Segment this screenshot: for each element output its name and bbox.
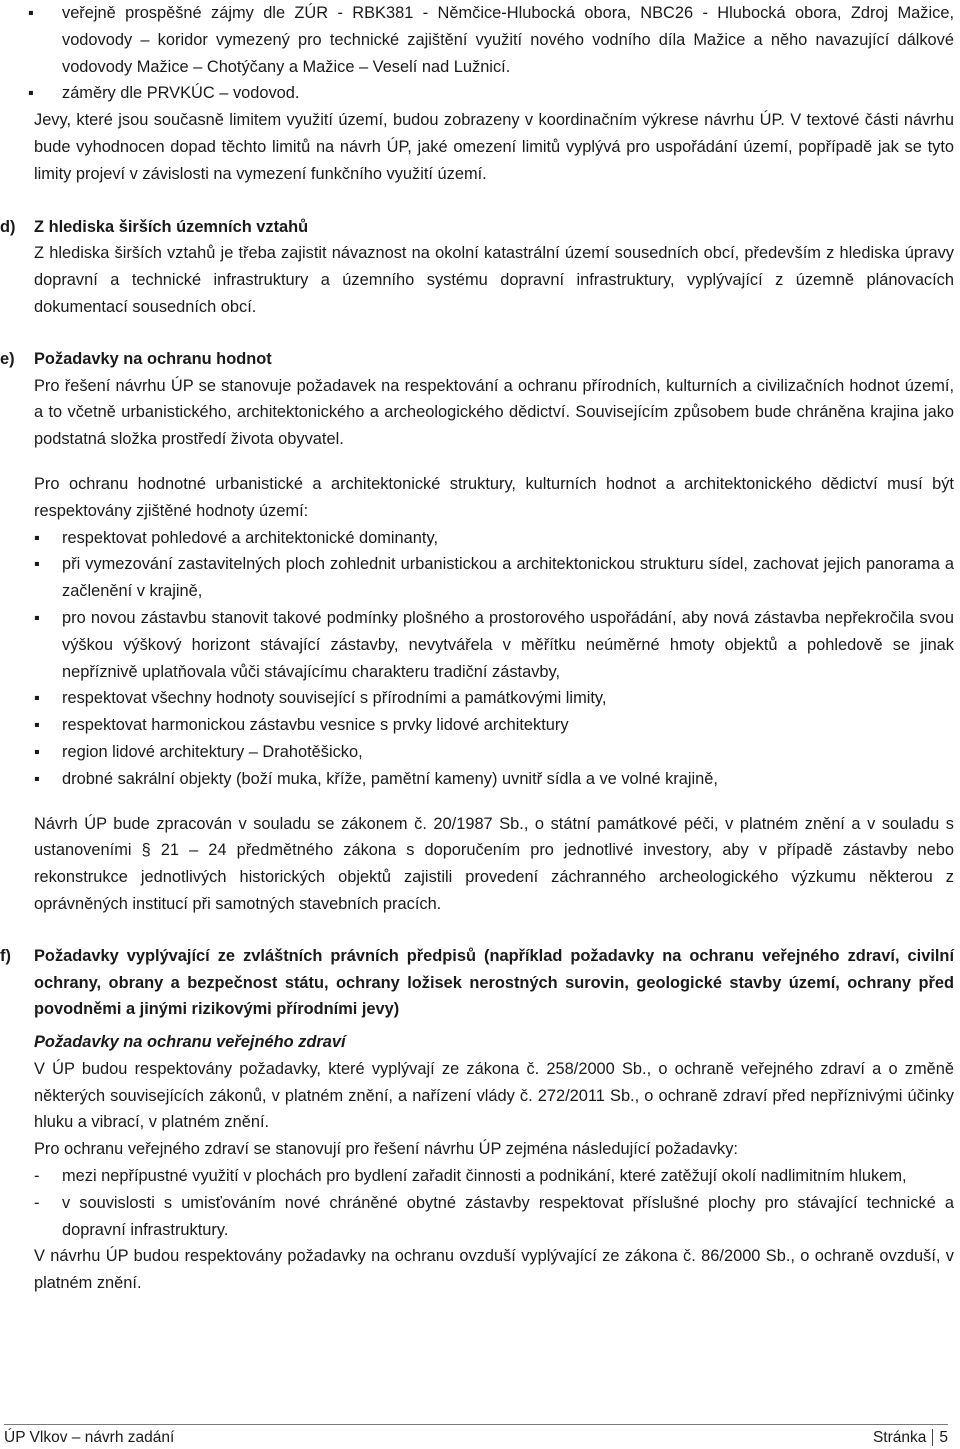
- square-bullet-icon: ▪: [34, 689, 40, 708]
- square-bullet-icon: ▪: [34, 742, 40, 761]
- list-item: [34, 1190, 954, 1244]
- section-title: Z hlediska širších územních vztahů: [34, 217, 309, 236]
- footer-document-title: ÚP Vlkov – návrh zadání: [4, 1429, 175, 1446]
- section-f-text-2: Pro ochranu veřejného zdraví se stanovují pro řešení návrhu ÚP zejména následující požadavky:: [34, 1140, 738, 1159]
- square-bullet-icon: ▪: [34, 555, 40, 574]
- health-requirements-list: [34, 1163, 954, 1243]
- square-bullet-icon: ▪: [34, 716, 40, 735]
- list-item: [34, 739, 954, 766]
- list-item: [28, 80, 954, 107]
- list-item-text: při vymezování zastavitelných ploch zohlednit urbanistickou a architektonickou strukturu sídel, zachovat jejich panorama a začlenění v krajině,: [62, 555, 954, 601]
- footer-page-label: Stránka: [872, 1429, 927, 1446]
- values-list: [34, 525, 954, 793]
- list-item: [34, 685, 954, 712]
- section-e-text-3: Návrh ÚP bude zpracován v souladu se zákonem č. 20/1987 Sb., o státní památkové péči, v platném znění a v souladu s ustanoveními § 21 – 24 předmětného zákona s doporučením pro jednotlivé investory, aby v případě zástavby nebo rekonstrukce jednotlivých historických objektů zajistili provedení záchranného archeologického výzkumu některou z oprávněných institucí při samotných stavebních pracích.: [34, 814, 954, 913]
- list-item: [34, 525, 954, 552]
- list-item: [34, 551, 954, 605]
- list-item: [34, 766, 954, 793]
- dash-bullet-icon: -: [34, 1193, 40, 1212]
- section-e-text-1: Pro řešení návrhu ÚP se stanovuje požadavek na respektování a ochranu přírodních, kulturních a civilizačních hodnot území, a to včetně urbanistického, architektonického a archeologického dědictví. Souvisejícím způsobem bude chráněna krajina jako podstatná složka prostředí života obyvatel.: [34, 376, 954, 449]
- section-letter: e): [0, 349, 15, 368]
- list-item: [34, 1163, 954, 1190]
- section-letter: f): [0, 946, 11, 965]
- section-d-heading: [0, 214, 954, 241]
- section-f-subtitle: Požadavky na ochranu veřejného zdraví: [34, 1033, 346, 1052]
- footer-separator: [932, 1429, 933, 1446]
- square-bullet-icon: ▪: [34, 769, 40, 788]
- list-item-text: drobné sakrální objekty (boží muka, kříže, pamětní kameny) uvnitř sídla a ve volné krajině,: [62, 769, 718, 788]
- square-bullet-icon: ▪: [34, 528, 40, 547]
- top-bullet-list: [28, 0, 954, 107]
- list-item-text: pro novou zástavbu stanovit takové podmínky plošného a prostorového uspořádání, aby nová zástavba nepřekročila svou výškou výškový horizont stávající zástavby, nevytvářela v měřítku neúměrné hmoty objektů a pohledově se jinak nepříznivě uplatňovala vůči stávajícímu charakteru tradiční zástavby,: [62, 608, 954, 681]
- list-item-text: mezi nepřípustné využití v plochách pro bydlení zařadit činnosti a podnikání, které zatěžují okolí nadlimitním hlukem,: [62, 1167, 907, 1186]
- list-item: [28, 0, 954, 80]
- page-footer: [4, 1424, 948, 1449]
- list-item-text: v souvislosti s umisťováním nové chráněné obytné zástavby respektovat příslušné plochy pro stávající technické a dopravní infrastruktury.: [62, 1193, 954, 1239]
- list-item: [34, 605, 954, 685]
- limits-paragraph: Jevy, které jsou současně limitem využití území, budou zobrazeny v koordinačním výkrese návrhu ÚP. V textové části návrhu bude vyhodnocen dopad těchto limitů na návrh ÚP, jaké omezení limitů vyplývá pro uspořádání území, popřípadě jak se tyto limity projeví v závislosti na vymezení funkčního využití území.: [34, 111, 954, 183]
- section-title: Požadavky vyplývající ze zvláštních právních předpisů (například požadavky na ochranu veřejného zdraví, civilní ochrany, obrany a bezpečnost státu, ochrany ložisek nerostných surovin, geologické stavby území, ochrany před povodněmi a jinými rizikovými přírodními jevy): [34, 946, 954, 1019]
- footer-page-number: 5: [939, 1429, 948, 1446]
- section-d-text: Z hlediska širších vztahů je třeba zajistit návaznost na okolní katastrální území sousedních obcí, především z hlediska úpravy dopravní a technické infrastruktury a územního systému dopravní infrastruktury, vyplývající z územně plánovacích dokumentací sousedních obcí.: [34, 244, 954, 316]
- list-item-text: respektovat pohledové a architektonické dominanty,: [62, 528, 438, 547]
- square-bullet-icon: ▪: [28, 84, 34, 103]
- list-item-text: záměry dle PRVKÚC – vodovod.: [62, 84, 300, 103]
- square-bullet-icon: ▪: [28, 4, 34, 22]
- list-item: [34, 712, 954, 739]
- section-f-heading: [0, 943, 954, 1023]
- list-item-text: veřejně prospěšné zájmy dle ZÚR - RBK381 - Němčice-Hlubocká obora, NBC26 - Hlubocká obora, Zdroj Mažice, vodovody – koridor vymezený pro technické zajištění využití nového vodního díla Mažice a něho navazující dálkové vodovody Mažice – Chotýčany a Mažice – Veselí nad Lužnicí.: [62, 4, 954, 76]
- section-e-text-2: Pro ochranu hodnotné urbanistické a architektonické struktury, kulturních hodnot a architektonického dědictví musí být respektovány zjištěné hodnoty území:: [34, 474, 954, 520]
- dash-bullet-icon: -: [34, 1167, 40, 1186]
- section-letter: d): [0, 217, 16, 236]
- section-e-heading: [0, 346, 954, 373]
- list-item-text: respektovat všechny hodnoty související s přírodními a památkovými limity,: [62, 689, 607, 708]
- list-item-text: respektovat harmonickou zástavbu vesnice s prvky lidové architektury: [62, 716, 569, 735]
- footer-page-info: [873, 1427, 948, 1449]
- section-f-text-3: V návrhu ÚP budou respektovány požadavky na ochranu ovzduší vyplývající ze zákona č. 86/2000 Sb., o ochraně ovzduší, v platném znění.: [34, 1247, 954, 1293]
- section-title: Požadavky na ochranu hodnot: [34, 349, 272, 368]
- square-bullet-icon: ▪: [34, 608, 40, 627]
- section-f-text-1: V ÚP budou respektovány požadavky, které vyplývají ze zákona č. 258/2000 Sb., o ochraně veřejného zdraví a o změně některých souvisejících zákonů, v platném znění, a nařízení vlády č. 272/2011 Sb., o ochraně zdraví před nepříznivými účinky hluku a vibrací, v platném znění.: [34, 1059, 954, 1132]
- list-item-text: region lidové architektury – Drahotěšicko,: [62, 742, 363, 761]
